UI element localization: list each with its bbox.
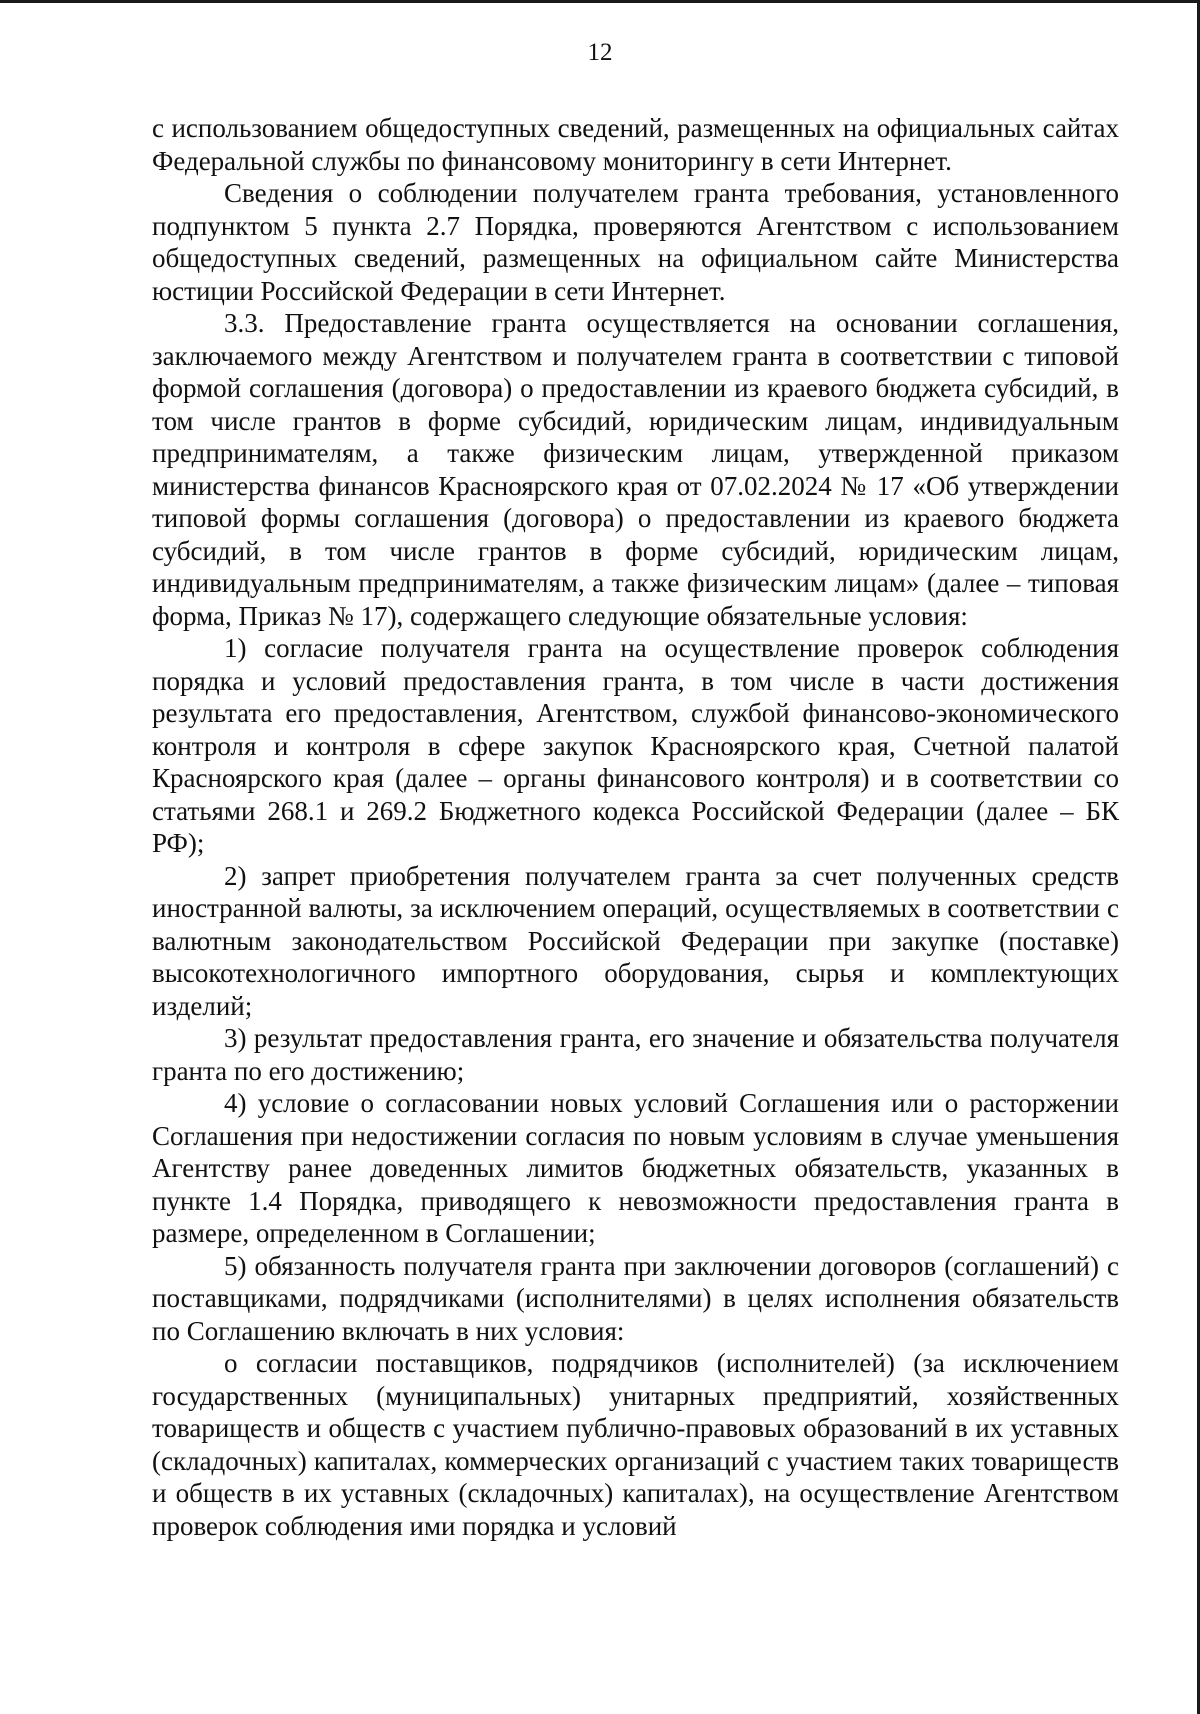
- condition-1: 1) согласие получателя гранта на осуществление проверок соблюдения порядка и условий предоставления гранта, в том числе в части достижения результата его предоставления, Агентством, службой финансово-экономического контроля и контроля в сфере закупок Красноярского края, Счетной палатой Красноярского края (далее – органы финансового контроля) и в соответствии со статьями 268.1 и 269.2 Бюджетного кодекса Российской Федерации (далее – БК РФ);: [152, 633, 1119, 858]
- scan-border-top: [0, 0, 1200, 3]
- condition-2: 2) запрет приобретения получателем гранта за счет полученных средств иностранной валюты, за исключением операций, осуществляемых в соответствии с валютным законодательством Российской Федерации при закупке (поставке) высокотехнологичного импортного оборудования, сырья и комплектующих изделий;: [152, 860, 1119, 1021]
- paragraph-3-3: 3.3. Предоставление гранта осуществляется на основании соглашения, заключаемого между Агентством и получателем гранта в соответствии с типовой формой соглашения (договора) о предоставлении из краевого бюджета субсидий, в том числе грантов в форме субсидий, юридическим лицам, индивидуальным предпринимателям, а также физическим лицам, утвержденной приказом министерства финансов Красноярского края от 07.02.2024 № 17 «Об утверждении типовой формы соглашения (договора) о предоставлении из краевого бюджета субсидий, в том числе грантов в форме субсидий, юридическим лицам, индивидуальным предпринимателям, а также физическим лицам» (далее – типовая форма, Приказ № 17), содержащего следующие обязательные условия:: [152, 308, 1119, 631]
- paragraph-justice-ministry-check: Сведения о соблюдении получателем гранта требования, установленного подпунктом 5 пункта 2.7 Порядка, проверяются Агентством с использованием общедоступных сведений, размещенных на официальном сайте Министерства юстиции Российской Федерации в сети Интернет.: [152, 178, 1119, 306]
- condition-4: 4) условие о согласовании новых условий Соглашения или о расторжении Соглашения при недостижении согласия по новым условиям в случае уменьшения Агентству ранее доведенных лимитов бюджетных обязательств, указанных в пункте 1.4 Порядка, приводящего к невозможности предоставления гранта в размере, определенном в Соглашении;: [152, 1088, 1119, 1248]
- paragraph-continuation: с использованием общедоступных сведений, размещенных на официальных сайтах Федеральной службы по финансовому мониторингу в сети Интернет.: [152, 113, 1119, 176]
- condition-3: 3) результат предоставления гранта, его значение и обязательства получателя гранта по его достижению;: [152, 1023, 1119, 1086]
- document-body: [152, 112, 1119, 1542]
- condition-5: 5) обязанность получателя гранта при заключении договоров (соглашений) с поставщиками, подрядчиками (исполнителями) в целях исполнения обязательств по Соглашению включать в них условия:: [152, 1250, 1119, 1346]
- page-number: 12: [587, 39, 613, 66]
- condition-5-subclause: о согласии поставщиков, подрядчиков (исполнителей) (за исключением государственных (муниципальных) унитарных предприятий, хозяйственных товариществ и обществ с участием публично-правовых образований в их уставных (складочных) капиталах, коммерческих организаций с участием таких товариществ и обществ в их уставных (складочных) капиталах), на осуществление Агентством проверок соблюдения ими порядка и условий: [152, 1348, 1119, 1541]
